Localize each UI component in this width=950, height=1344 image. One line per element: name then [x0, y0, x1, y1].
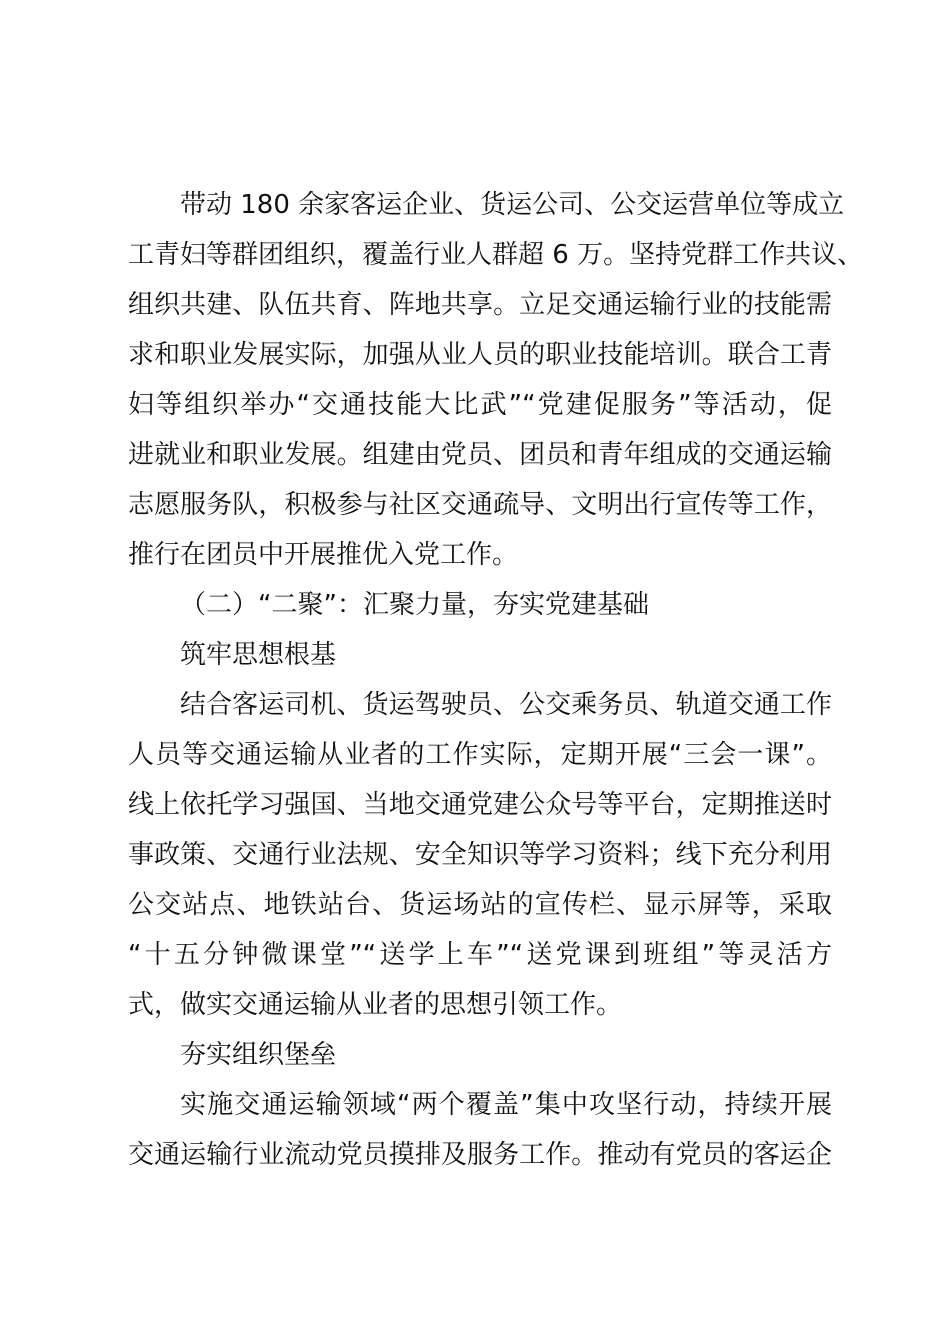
paragraph-line: 组织共建、队伍共育、阵地共享。立足交通运输行业的技能需 [128, 290, 832, 320]
paragraph-line: 推行在团员中开展推优入党工作。 [128, 540, 519, 570]
paragraph-line: 进就业和职业发展。组建由党员、团员和青年组成的交通运输 [128, 440, 832, 470]
paragraph-line: 线上依托学习强国、当地交通党建公众号等平台，定期推送时 [128, 790, 832, 820]
paragraph-line: 公交站点、地铁站台、货运场站的宣传栏、显示屏等，采取 [128, 890, 832, 920]
subsection-heading: 夯实组织堡垒 [180, 1040, 337, 1070]
paragraph-line: 带动 180 余家客运企业、货运公司、公交运营单位等成立 [180, 190, 845, 220]
paragraph-line: 志愿服务队，积极参与社区交通疏导、文明出行宣传等工作， [128, 490, 832, 520]
paragraph-line: 妇等组织举办“交通技能大比武”“党建促服务”等活动，促 [128, 390, 832, 420]
paragraph-line: 实施交通运输领域“两个覆盖”集中攻坚行动，持续开展 [180, 1090, 832, 1120]
subsection-heading: 筑牢思想根基 [180, 640, 337, 670]
paragraph-line: “十五分钟微课堂”“送学上车”“送党课到班组”等灵活方 [128, 940, 832, 970]
paragraph-line: 工青妇等群团组织，覆盖行业人群超 6 万。坚持党群工作共议、 [128, 240, 864, 270]
paragraph-line: 人员等交通运输从业者的工作实际，定期开展“三会一课”。 [128, 740, 832, 770]
paragraph-line: 式，做实交通运输从业者的思想引领工作。 [128, 990, 623, 1020]
paragraph-line: 求和职业发展实际，加强从业人员的职业技能培训。联合工青 [128, 340, 832, 370]
paragraph-line: 事政策、交通行业法规、安全知识等学习资料；线下充分利用 [128, 840, 832, 870]
section-heading: （二）“二聚”：汇聚力量，夯实党建基础 [180, 590, 649, 620]
paragraph-line: 结合客运司机、货运驾驶员、公交乘务员、轨道交通工作 [180, 690, 832, 720]
paragraph-line: 交通运输行业流动党员摸排及服务工作。推动有党员的客运企 [128, 1140, 832, 1170]
